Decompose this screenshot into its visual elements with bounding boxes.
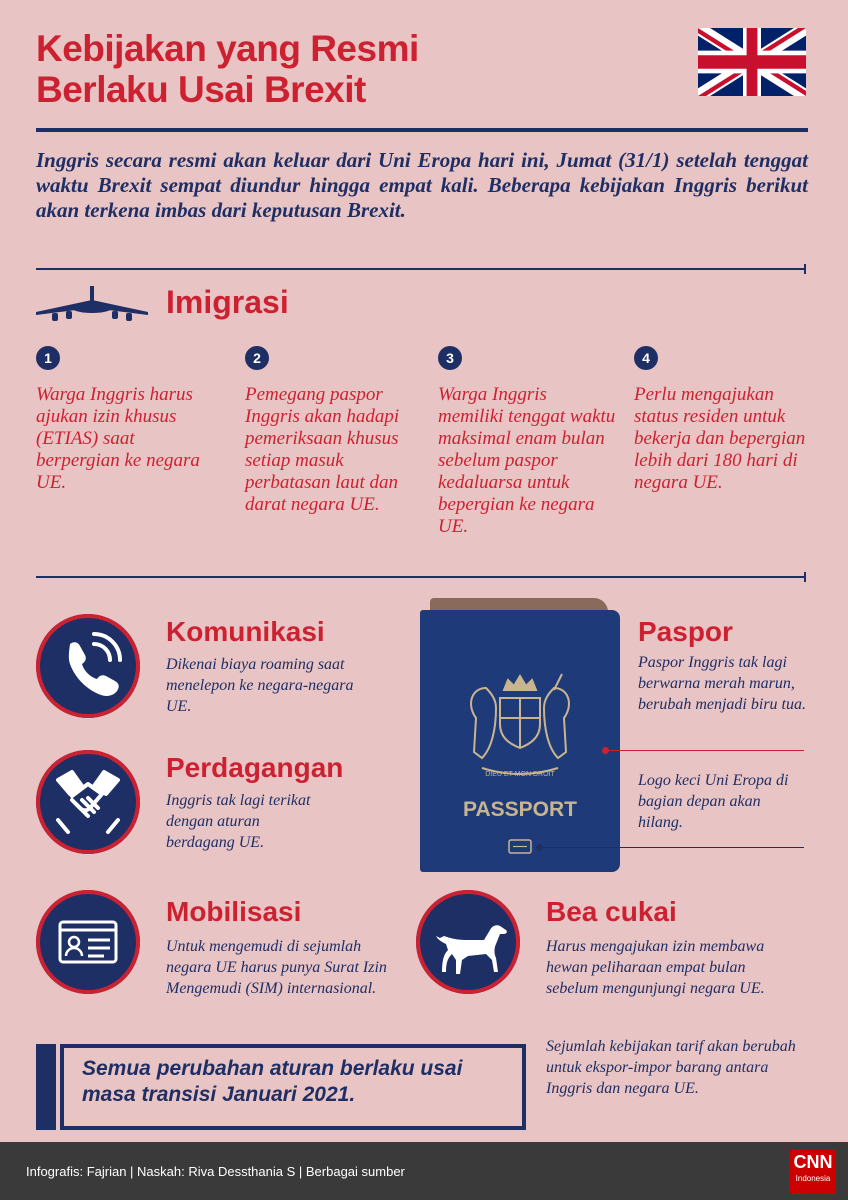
pointer-line-2: [540, 847, 804, 848]
passport-label: PASSPORT: [463, 798, 577, 821]
page-title: [36, 28, 596, 110]
mobilisasi-title: Mobilisasi: [166, 896, 302, 927]
title-line-1: Kebijakan yang Resmi: [36, 28, 419, 69]
perdagangan-title: Perdagangan: [166, 752, 344, 783]
bea-cukai-text-1: Harus mengajukan izin membawa hewan peliharaan empat bulan sebelum mengunjungi negara UE.: [546, 938, 765, 997]
bea-cukai-circle: [416, 890, 520, 994]
komunikasi-title: Komunikasi: [166, 616, 325, 647]
bea-cukai-title: Bea cukai: [546, 896, 677, 927]
cnn-logo-sub: Indonesia: [795, 1174, 831, 1183]
divider-tick-2: [804, 572, 806, 582]
perdagangan-text: Inggris tak lagi terikat dengan aturan berdagang UE.: [166, 792, 311, 851]
paspor-text-2: Logo keci Uni Eropa di bagian depan akan hilang.: [638, 772, 789, 831]
bea-cukai-text-2: Sejumlah kebijakan tarif akan berubah untuk ekspor-impor barang antara Inggris dan negara UE.: [546, 1038, 796, 1097]
imigrasi-item-3: Warga Inggris memiliki tenggat waktu maksimal enam bulan sebelum paspor kedaluarsa untuk bepergian ke negara UE.: [438, 384, 616, 537]
airplane-icon: [36, 282, 148, 326]
intro-paragraph: Inggris secara resmi akan keluar dari Uni Eropa hari ini, Jumat (31/1) setelah tenggat waktu Brexit sempat diundur hingga empat kali. Beberapa kebijakan Inggris berikut akan terkena imbas dari keputusan Brexit.: [36, 148, 808, 222]
handshake-icon: [36, 750, 140, 854]
cnn-logo-main: CNN: [793, 1152, 833, 1172]
id-card-icon: [36, 890, 140, 994]
pointer-dot-2: [536, 844, 543, 851]
paspor-text-1: Paspor Inggris tak lagi berwarna merah marun, berubah menjadi biru tua.: [638, 654, 806, 713]
footer-credit: Infografis: Fajrian | Naskah: Riva Dessthania S | Berbagai sumber: [26, 1164, 405, 1179]
header-divider: [36, 128, 808, 132]
imigrasi-number-2: 2: [245, 346, 269, 370]
imigrasi-item-2: Pemegang paspor Inggris akan hadapi pemeriksaan khusus setiap masuk perbatasan laut dan darat negara UE.: [245, 384, 400, 515]
note-accent-bar: [36, 1044, 56, 1130]
mobilisasi-circle: [36, 890, 140, 994]
dog-icon: [416, 890, 520, 994]
phone-icon: [36, 614, 140, 718]
imigrasi-number-3: 3: [438, 346, 462, 370]
imigrasi-number-4: 4: [634, 346, 658, 370]
imigrasi-item-4: Perlu mengajukan status residen untuk bekerja dan bepergian lebih dari 180 hari di negara UE.: [634, 384, 806, 493]
pointer-dot-1: [602, 747, 609, 754]
komunikasi-circle: [36, 614, 140, 718]
pointer-line-1: [606, 750, 804, 751]
perdagangan-circle: [36, 750, 140, 854]
divider-tick: [804, 264, 806, 274]
section-divider-2: [36, 576, 806, 578]
note-text: Semua perubahan aturan berlaku usai masa transisi Januari 2021.: [82, 1057, 463, 1106]
paspor-title: Paspor: [638, 616, 733, 647]
imigrasi-title: Imigrasi: [166, 284, 289, 320]
imigrasi-number-1: 1: [36, 346, 60, 370]
union-jack-flag: [698, 28, 806, 96]
mobilisasi-text: Untuk mengemudi di sejumlah negara UE harus punya Surat Izin Mengemudi (SIM) internasional.: [166, 938, 387, 997]
imigrasi-item-1: Warga Inggris harus ajukan izin khusus (ETIAS) saat berpergian ke negara UE.: [36, 384, 200, 493]
crest-motto: DIEU ET MON DROIT: [485, 771, 555, 778]
section-divider-1: [36, 268, 806, 270]
royal-crest-icon: [420, 610, 620, 872]
cnn-indonesia-logo: [790, 1150, 836, 1194]
title-line-2: Berlaku Usai Brexit: [36, 69, 366, 110]
komunikasi-text: Dikenai biaya roaming saat menelepon ke negara-negara UE.: [166, 656, 354, 715]
passport-cover: [420, 610, 620, 872]
